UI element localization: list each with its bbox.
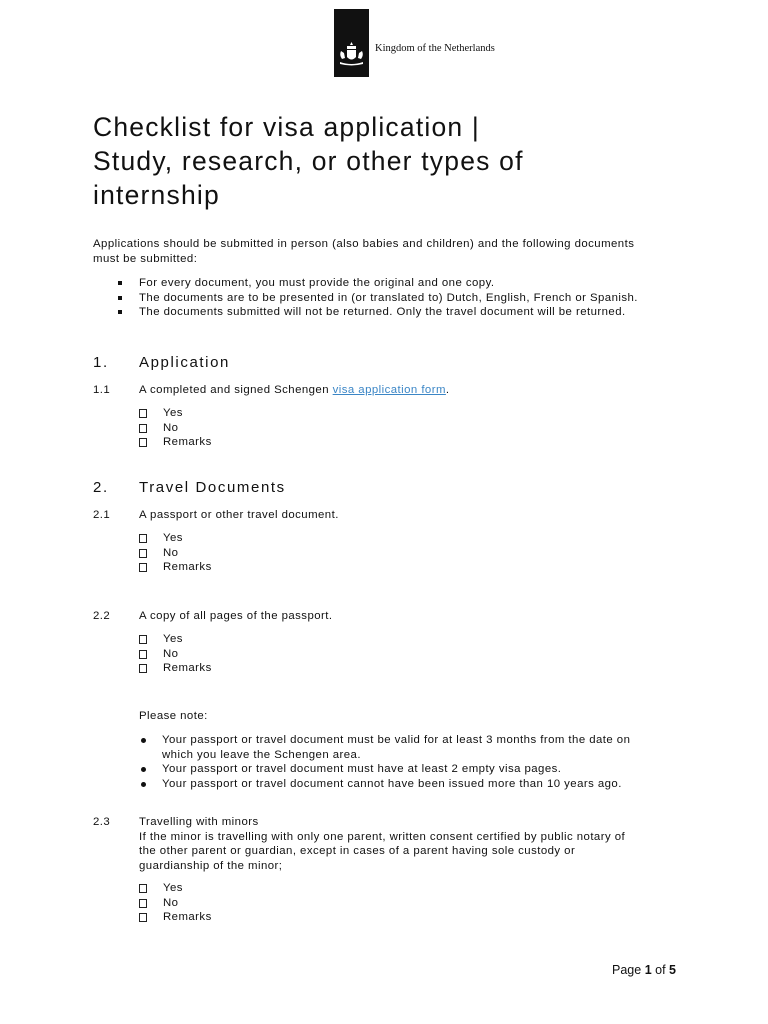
item-title: Travelling with minors bbox=[139, 816, 259, 828]
option-yes[interactable] bbox=[139, 531, 212, 546]
option-label: No bbox=[163, 421, 179, 434]
item-number: 2.1 bbox=[93, 509, 111, 521]
list-item-text: which you leave the Schengen area. bbox=[162, 748, 361, 761]
option-label: Remarks bbox=[163, 561, 212, 574]
option-remarks[interactable] bbox=[139, 560, 212, 575]
option-label: No bbox=[163, 896, 179, 909]
title-line: Checklist for visa application | bbox=[93, 112, 480, 142]
option-no[interactable] bbox=[139, 896, 212, 911]
list-item-text: Your passport or travel document must be valid for at least 3 months from the date on bbox=[162, 734, 631, 746]
bullet-icon bbox=[141, 738, 146, 743]
checkbox[interactable] bbox=[139, 549, 147, 558]
section-title: Application bbox=[139, 354, 230, 371]
option-label: Yes bbox=[163, 532, 183, 544]
item-number: 1.1 bbox=[93, 384, 111, 396]
answer-options bbox=[139, 406, 212, 450]
option-remarks[interactable] bbox=[139, 661, 212, 676]
list-item bbox=[118, 291, 638, 306]
option-label: Yes bbox=[163, 882, 183, 894]
item-text: A copy of all pages of the passport. bbox=[139, 610, 333, 622]
item-line: If the minor is travelling with only one parent, written consent certified by public notary of bbox=[139, 830, 626, 843]
square-bullet-icon bbox=[118, 296, 122, 300]
list-item-text: Your passport or travel document cannot have been issued more than 10 years ago. bbox=[162, 777, 622, 790]
checkbox[interactable] bbox=[139, 424, 147, 433]
intro-paragraph bbox=[93, 237, 683, 267]
list-item-text: For every document, you must provide the original and one copy. bbox=[139, 277, 495, 289]
item-line: the other parent or guardian, except in cases of a parent having sole custody or bbox=[139, 845, 576, 858]
coat-of-arms-icon bbox=[338, 41, 365, 67]
item-number: 2.3 bbox=[93, 816, 111, 828]
option-no[interactable] bbox=[139, 647, 212, 662]
option-yes[interactable] bbox=[139, 632, 212, 647]
list-item-text: Your passport or travel document must have at least 2 empty visa pages. bbox=[162, 763, 562, 776]
checkbox[interactable] bbox=[139, 563, 147, 572]
option-yes[interactable] bbox=[139, 881, 212, 896]
current-page: 1 bbox=[644, 963, 652, 977]
checkbox[interactable] bbox=[139, 913, 147, 922]
title-line: internship bbox=[93, 180, 220, 210]
option-label: Remarks bbox=[163, 911, 212, 924]
title-line: Study, research, or other types of bbox=[93, 146, 524, 176]
option-remarks[interactable] bbox=[139, 435, 212, 450]
checkbox[interactable] bbox=[139, 534, 147, 543]
page-title bbox=[93, 110, 653, 212]
intro-line: must be submitted: bbox=[93, 253, 198, 265]
list-item bbox=[139, 762, 630, 777]
checkbox[interactable] bbox=[139, 635, 147, 644]
square-bullet-icon bbox=[118, 281, 122, 285]
section-number: 2. bbox=[93, 479, 109, 496]
option-label: Yes bbox=[163, 407, 183, 419]
option-label: No bbox=[163, 647, 179, 660]
option-yes[interactable] bbox=[139, 406, 212, 421]
checkbox[interactable] bbox=[139, 884, 147, 893]
intro-line: Applications should be submitted in person (also babies and children) and the following documents bbox=[93, 238, 635, 250]
item-text bbox=[139, 815, 625, 873]
option-label: Remarks bbox=[163, 436, 212, 449]
list-item bbox=[139, 777, 630, 792]
item-line: guardianship of the minor; bbox=[139, 859, 283, 872]
logo-text: Kingdom of the Netherlands bbox=[375, 43, 495, 54]
section-number: 1. bbox=[93, 354, 109, 371]
option-label: No bbox=[163, 546, 179, 559]
answer-options bbox=[139, 632, 212, 676]
page-label: Page bbox=[612, 963, 642, 977]
page-number bbox=[612, 963, 676, 977]
bullet-icon bbox=[141, 782, 146, 787]
section-heading bbox=[93, 354, 230, 371]
checkbox[interactable] bbox=[139, 899, 147, 908]
item-text-part: . bbox=[445, 384, 450, 396]
note-label: Please note: bbox=[139, 710, 208, 722]
requirements-list bbox=[118, 276, 638, 320]
option-label: Remarks bbox=[163, 662, 212, 675]
notes-list bbox=[139, 733, 630, 791]
list-item bbox=[118, 305, 638, 320]
total-pages: 5 bbox=[669, 963, 676, 977]
bullet-icon bbox=[141, 767, 146, 772]
checkbox[interactable] bbox=[139, 438, 147, 447]
item-text-part: A completed and signed Schengen bbox=[139, 384, 333, 396]
item-text: A passport or other travel document. bbox=[139, 509, 339, 521]
checkbox[interactable] bbox=[139, 664, 147, 673]
list-item bbox=[139, 733, 630, 762]
item-number: 2.2 bbox=[93, 610, 111, 622]
visa-application-form-link[interactable]: visa application form bbox=[332, 384, 446, 396]
section-heading bbox=[93, 479, 286, 496]
list-item bbox=[118, 276, 638, 291]
option-no[interactable] bbox=[139, 546, 212, 561]
page-of-label: of bbox=[655, 963, 666, 977]
option-remarks[interactable] bbox=[139, 910, 212, 925]
list-item-text: The documents submitted will not be returned. Only the travel document will be returned. bbox=[139, 306, 626, 319]
checkbox[interactable] bbox=[139, 650, 147, 659]
square-bullet-icon bbox=[118, 310, 122, 314]
option-label: Yes bbox=[163, 633, 183, 645]
coat-of-arms-logo bbox=[334, 9, 369, 77]
checkbox[interactable] bbox=[139, 409, 147, 418]
list-item-text: The documents are to be presented in (or translated to) Dutch, English, French or Spanish. bbox=[139, 291, 638, 304]
item-text bbox=[139, 383, 450, 398]
option-no[interactable] bbox=[139, 421, 212, 436]
answer-options bbox=[139, 881, 212, 925]
section-title: Travel Documents bbox=[139, 479, 286, 496]
answer-options bbox=[139, 531, 212, 575]
